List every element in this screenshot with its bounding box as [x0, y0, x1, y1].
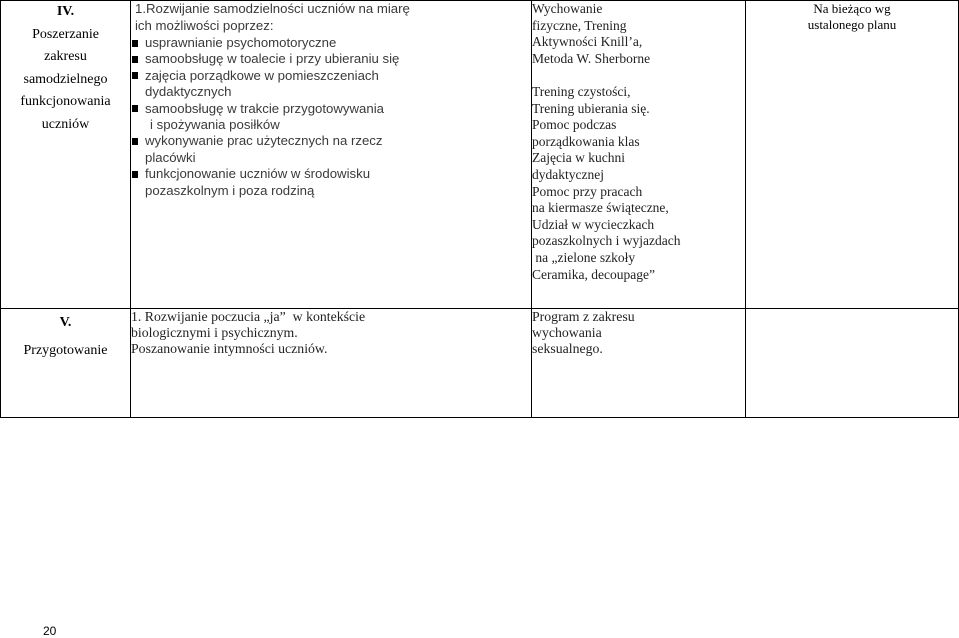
page-number: 20	[43, 624, 57, 638]
square-bullet-icon	[132, 40, 138, 47]
method-line: fizyczne, Trening	[532, 17, 627, 33]
goal-item-text-continued: dydaktycznych	[145, 84, 232, 100]
method-line: Metoda W. Sherborne	[532, 50, 651, 66]
method-line: Ceramika, decoupage”	[532, 266, 655, 282]
method-line: Pomoc przy pracach	[532, 183, 643, 199]
method-line: dydaktycznej	[532, 166, 604, 182]
section-v-heading-cell	[1, 309, 131, 418]
square-bullet-icon	[132, 72, 138, 79]
goal-line: 1. Rozwijanie poczucia „ja” w kontekście	[131, 309, 366, 324]
goal-item-text: samoobsługę w trakcie przygotowywania	[145, 100, 384, 116]
table-row-section-iv	[1, 1, 959, 309]
method-line: na „zielone szkoły	[532, 249, 636, 265]
section-iv-number: IV.	[56, 4, 75, 19]
method-line: Pomoc podczas	[532, 117, 617, 133]
method-line: wychowania	[532, 325, 602, 340]
goal-list-item	[131, 133, 531, 166]
method-line: Aktywności Knill’a,	[532, 34, 643, 50]
deadline-line: Na bieżąco wg	[813, 1, 891, 16]
method-line: Program z zakresu	[532, 309, 635, 324]
method-line: Trening czystości,	[532, 83, 631, 99]
section-v-methods-cell	[532, 309, 746, 418]
goal-list-item	[131, 166, 531, 199]
table-row-section-v	[1, 309, 959, 418]
square-bullet-icon	[132, 138, 138, 145]
goal-list-item	[131, 35, 531, 51]
goal-item-text: usprawnianie psychomotoryczne	[145, 35, 337, 50]
section-v-number: V.	[59, 315, 72, 330]
goal-line: biologicznymi i psychicznym.	[131, 325, 298, 340]
goal-list-item	[131, 101, 531, 134]
section-iv-goal-subtitle: ich możliwości poprzez:	[135, 17, 274, 33]
method-line: Wychowanie	[532, 1, 603, 16]
method-line: pozaszkolnych i wyjazdach	[532, 233, 681, 249]
section-v-deadline-cell	[746, 309, 959, 418]
method-line: na kiermasze świąteczne,	[532, 200, 669, 216]
goal-line: Poszanowanie intymności uczniów.	[131, 341, 328, 356]
method-line: Udział w wycieczkach	[532, 216, 655, 232]
section-iv-deadline-cell	[746, 1, 959, 309]
section-iv-heading-line: zakresu	[44, 49, 87, 65]
goal-item-text: wykonywanie prac użytecznych na rzecz	[145, 133, 383, 149]
method-line: porządkowania klas	[532, 133, 640, 149]
goal-list-item	[131, 51, 531, 67]
section-v-heading-line: Przygotowanie	[23, 343, 108, 358]
goal-item-text-continued: pozaszkolnym i poza rodziną	[145, 182, 315, 198]
method-spacer	[532, 67, 745, 84]
goal-item-text-continued: placówki	[145, 149, 196, 165]
section-iv-heading-line: samodzielnego	[23, 71, 108, 87]
goal-item-text-continued: i spożywania posiłków	[150, 117, 280, 133]
square-bullet-icon	[132, 105, 138, 112]
section-v-goals-cell	[131, 309, 532, 418]
section-iv-goal-title: 1.Rozwijanie samodzielności uczniów na miarę	[135, 1, 410, 16]
method-line: Trening ubierania się.	[532, 100, 650, 116]
goal-list-item	[131, 68, 531, 101]
method-line: seksualnego.	[532, 341, 603, 356]
square-bullet-icon	[132, 171, 138, 178]
section-iv-heading-cell	[1, 1, 131, 309]
section-iv-goal-list	[131, 35, 531, 199]
goal-item-text: funkcjonowanie uczniów w środowisku	[145, 166, 371, 182]
section-iv-goals-cell	[131, 1, 532, 309]
method-line: Zajęcia w kuchni	[532, 150, 625, 166]
section-iv-heading-line: Poszerzanie	[32, 26, 99, 42]
goal-item-text: zajęcia porządkowe w pomieszczeniach	[145, 67, 379, 83]
section-iv-methods-cell	[532, 1, 746, 309]
section-iv-heading-line: uczniów	[41, 116, 90, 132]
goal-item-text: samoobsługę w toalecie i przy ubieraniu się	[145, 51, 400, 67]
section-iv-heading-line: funkcjonowania	[20, 94, 111, 110]
square-bullet-icon	[132, 56, 138, 63]
deadline-line: ustalonego planu	[807, 17, 897, 32]
